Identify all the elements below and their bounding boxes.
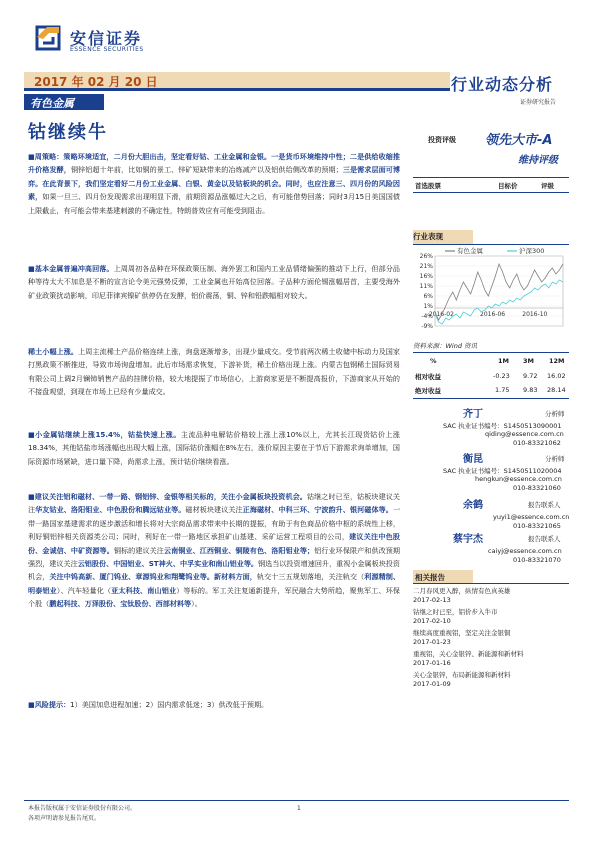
related-item-3-title: 继续高度重视铝，坚定关注金银铜	[413, 629, 511, 637]
chart-y-tick-label: 1%	[423, 303, 433, 310]
analyst-phone-3: 010-83321065	[513, 522, 561, 530]
chart-source: 资料来源：Wind 资讯	[413, 342, 478, 350]
analyst-cert-1: SAC 执业证书编号：S1450513090001	[443, 422, 562, 430]
analyst-role-2: 分析师	[545, 455, 565, 463]
related-item-4-title: 重视铝，关心金银锌、新能源和新材料	[413, 650, 524, 658]
returns-header-1m: 1M	[498, 357, 509, 365]
body-paragraph-base-metals: ■基本金属普遍冲高回落。上周周初各品种在环保政策压制、海外罢工和国内工业品情绪偏强的推动下上行，但部分品种等待太大不加息是不断的宣言论令美元强势反弹，工业金属也开始高位回落。子品种方面伦锡涨幅居首，主要受海外矿业政策扰动影响，印尼菲律宾镍矿供停仍在发酵，铝价震荡，铜、锌和铅跌幅相对较大。	[28, 264, 401, 300]
related-rule	[413, 583, 569, 584]
analyst-phone-2: 010-83321060	[513, 484, 561, 492]
page-number: 1	[297, 805, 301, 812]
returns-relative-1m: -0.23	[493, 372, 510, 380]
related-section-title: 相关报告	[415, 573, 445, 582]
footer-disclaimer: 各项声明请参见报告尾页。	[28, 815, 101, 822]
logo-chinese: 安信证券	[70, 29, 143, 48]
performance-section-title: 行业表现	[413, 232, 443, 241]
rating-maintain: 维持评级	[518, 155, 558, 166]
chart-y-tick-label: 26%	[419, 253, 433, 260]
chart-y-tick-label: 6%	[423, 293, 433, 300]
returns-relative-12m: 16.02	[547, 372, 566, 380]
chart-y-tick-label: 16%	[419, 273, 433, 280]
related-item-5[interactable]	[413, 671, 569, 689]
returns-header-12m: 12M	[549, 357, 565, 365]
chart-y-tick-label: 11%	[419, 283, 433, 290]
returns-absolute-12m: 28.14	[547, 386, 566, 394]
related-item-2-date: 2017-02-10	[413, 617, 451, 625]
chart-x-tick-label: 2016-02	[428, 311, 454, 318]
analyst-role-4: 报告联系人	[528, 535, 561, 543]
returns-absolute-1m: 1.75	[495, 386, 510, 394]
related-item-5-title: 关心金银锌，布局新能源和新材料	[413, 671, 511, 679]
body-paragraph-cobalt: ■小金属钴继续上涨15.4%，钴盐快速上涨。主流品种电解钴价格较上涨上涨10%以上，尤其长江现货钴价上涨18.34%，其他钴盐市场涨幅也出现大幅上涨，国际钴价涨幅在8%左右，涨价原因主要在于节后下游需求询单增加，国际资源市场紧缺，进口量下降，尚需求上涨，预计钴价继续看涨。	[28, 430, 401, 466]
chart-y-tick-label: 21%	[419, 263, 433, 270]
analyst-email-2: hengkun@essence.com.cn	[475, 475, 562, 483]
returns-table-top-rule	[413, 352, 569, 353]
analyst-email-4: caiyj@essence.com.cn	[488, 547, 562, 555]
related-item-3[interactable]	[413, 629, 569, 647]
returns-absolute-3m: 9.83	[523, 386, 538, 394]
related-item-2-title: 钴继之时已至，铝价步入牛市	[413, 608, 498, 616]
returns-header-pct: %	[430, 357, 437, 365]
stock-table-header-rating: 评级	[541, 182, 554, 190]
body-paragraph-strategy: ■周策略：策略环境适宜，二月份大胆出击，坚定看好钴、工业金属和金银。一是货币环境维持中性；二是供给收缩推升价格发酵，铜锌铝超十年前，比如铜的景工、锌矿短缺带来的冶炼减产以及铝供给侧改革的预期；三是需求层面可博弈。在此背景下，我们坚定看好二月份工业金属、白银、黄金以及钴板块的机会。同时，也应注意三、四月份的风险因素，如果一旦三、四月份发现需求出现明显下滑，前期资源品涨幅过大之后，有可能借势回落；同时3月15日美国国债上限截止，有可能会带来基建刺激的不确定性，特朗普效应有可能受到阻击。	[28, 152, 401, 215]
stock-table-header-rule	[413, 192, 569, 193]
analyst-phone-1: 010-83321062	[513, 439, 561, 447]
logo-english: ESSENCE SECURITIES	[70, 46, 144, 53]
analyst-email-1: qiding@essence.com.cn	[485, 430, 564, 438]
returns-header-3m: 3M	[523, 357, 534, 365]
essence-logo-icon	[33, 23, 63, 53]
chart-legend-label-0: 有色金属	[457, 247, 483, 255]
analyst-name-2: 衡昆	[463, 454, 483, 465]
analyst-role-1: 分析师	[545, 410, 565, 418]
body-paragraph-rare-earth: 稀土小幅上涨。上周主流稀土产品价格连续上涨，询盘逐渐增多，出现少量成交。受节前两次稀土收储中标动力及国家打黑政策不断推进，导致市场询盘增加。此后市场需求恢复，下游补货，稀土价格出现上涨。内蒙古包钢稀土国际贸易有限公司上调2月镧铈销售产品的挂牌价格，较大地提振了市场信心，上游商家更是不断提高报价，下游商家从开始的不接盘观望，到现在市场上已经有少量成交。	[28, 347, 401, 397]
analyst-cert-2: SAC 执业证书编号：S1450511020004	[443, 467, 562, 475]
report-type: 行业动态分析	[451, 75, 554, 94]
related-item-1-title: 二月春风更入醉，纵情有色真英雄	[413, 587, 511, 595]
report-subtype: 证券研究报告	[520, 99, 557, 106]
chart-legend-label-1: 沪深300	[519, 247, 545, 255]
rating-value: 领先大市-A	[485, 133, 553, 148]
analyst-phone-4: 010-83321070	[513, 556, 561, 564]
footer-copyright: 本报告版权属于安信证券股份有限公司。	[28, 805, 137, 812]
body-paragraph-recommendations: ■建议关注铝和磁材、一带一路、钢铝锌、金银等相关标的，关注小金属板块投资机会。钴继之时已至，钴板块建议关注华友钴业、洛阳钼业、中色股份和腾远钴业等。磁材板块建议关注正海磁材、中科三环、宁波韵升、银河磁体等。一带一路国家基建需求的逐步激活和增长将对大宗商品需求带来中长期的提振，有助于有色商品价格中枢的系统性上移，利好铜铝锌相关资源类公司；同时，利好在一带一路地区承担矿山基建、采矿运营工程项目的公司，建议关注中色股份、金诚信、中矿资源等。铜标的建议关注云南铜业、江西铜业、铜陵有色、洛阳钼业等；铝行业环保限产和供改预期强烈，建议关注云铝股份、中国铝业、ST神火、中孚实业和南山铝业等。钢选当以投资增速回升，重视小金属板块投资机会，关注中钨高新、厦门钨业、章源钨业和翔鹭钨业等。新材料方面，轨交十三五规划落地，关注轨交（利源精制、明泰铝业）、汽车轻量化（亚太科技、南山铝业）等标的。军工关注复通新提升，军民融合大势所趋，聚焦军工、环保个股（鹏起科技、万泽股份、宝钛股份、西部材料等）。	[28, 492, 401, 609]
analyst-role-3: 报告联系人	[528, 501, 561, 509]
stock-table-header-target: 目标价	[498, 182, 518, 190]
chart-y-tick-label: -4%	[421, 313, 433, 320]
performance-chart	[413, 246, 569, 338]
industry-tag: 有色金属	[30, 97, 74, 110]
related-item-2[interactable]	[413, 608, 569, 626]
chart-x-tick-label: 2016-10	[522, 311, 548, 318]
related-item-1[interactable]	[413, 587, 569, 605]
related-item-3-date: 2017-01-23	[413, 638, 451, 646]
report-title: 钴继续牛	[28, 122, 108, 143]
footer-rule	[24, 800, 569, 801]
analyst-name-4: 蔡宇杰	[453, 534, 483, 545]
returns-table-bottom-rule	[413, 398, 569, 399]
analyst-name-1: 齐丁	[463, 409, 483, 420]
analyst-name-3: 余鹤	[463, 500, 483, 511]
performance-rule	[413, 244, 569, 245]
report-date: 2017 年 02 月 20 日	[34, 75, 158, 89]
analyst-email-3: yuyi1@essence.com.cn	[493, 513, 570, 521]
returns-row-relative-label: 相对收益	[415, 373, 441, 381]
stock-table-header-stock: 首选股票	[415, 182, 441, 190]
returns-relative-3m: 9.72	[523, 372, 538, 380]
chart-x-tick-label: 2016-06	[480, 311, 506, 318]
rating-label: 投资评级	[428, 136, 456, 144]
chart-y-tick-label: -9%	[421, 323, 433, 330]
stock-table-top-rule	[413, 177, 569, 178]
related-item-1-date: 2017-02-13	[413, 596, 451, 604]
related-item-5-date: 2017-01-09	[413, 680, 451, 688]
related-item-4-date: 2017-01-16	[413, 659, 451, 667]
related-item-4[interactable]	[413, 650, 569, 668]
body-paragraph-risk: ■风险提示：1）美国加息进程加速；2）国内需求低迷；3）供改低于预期。	[28, 700, 269, 709]
returns-row-absolute-label: 绝对收益	[415, 387, 441, 395]
